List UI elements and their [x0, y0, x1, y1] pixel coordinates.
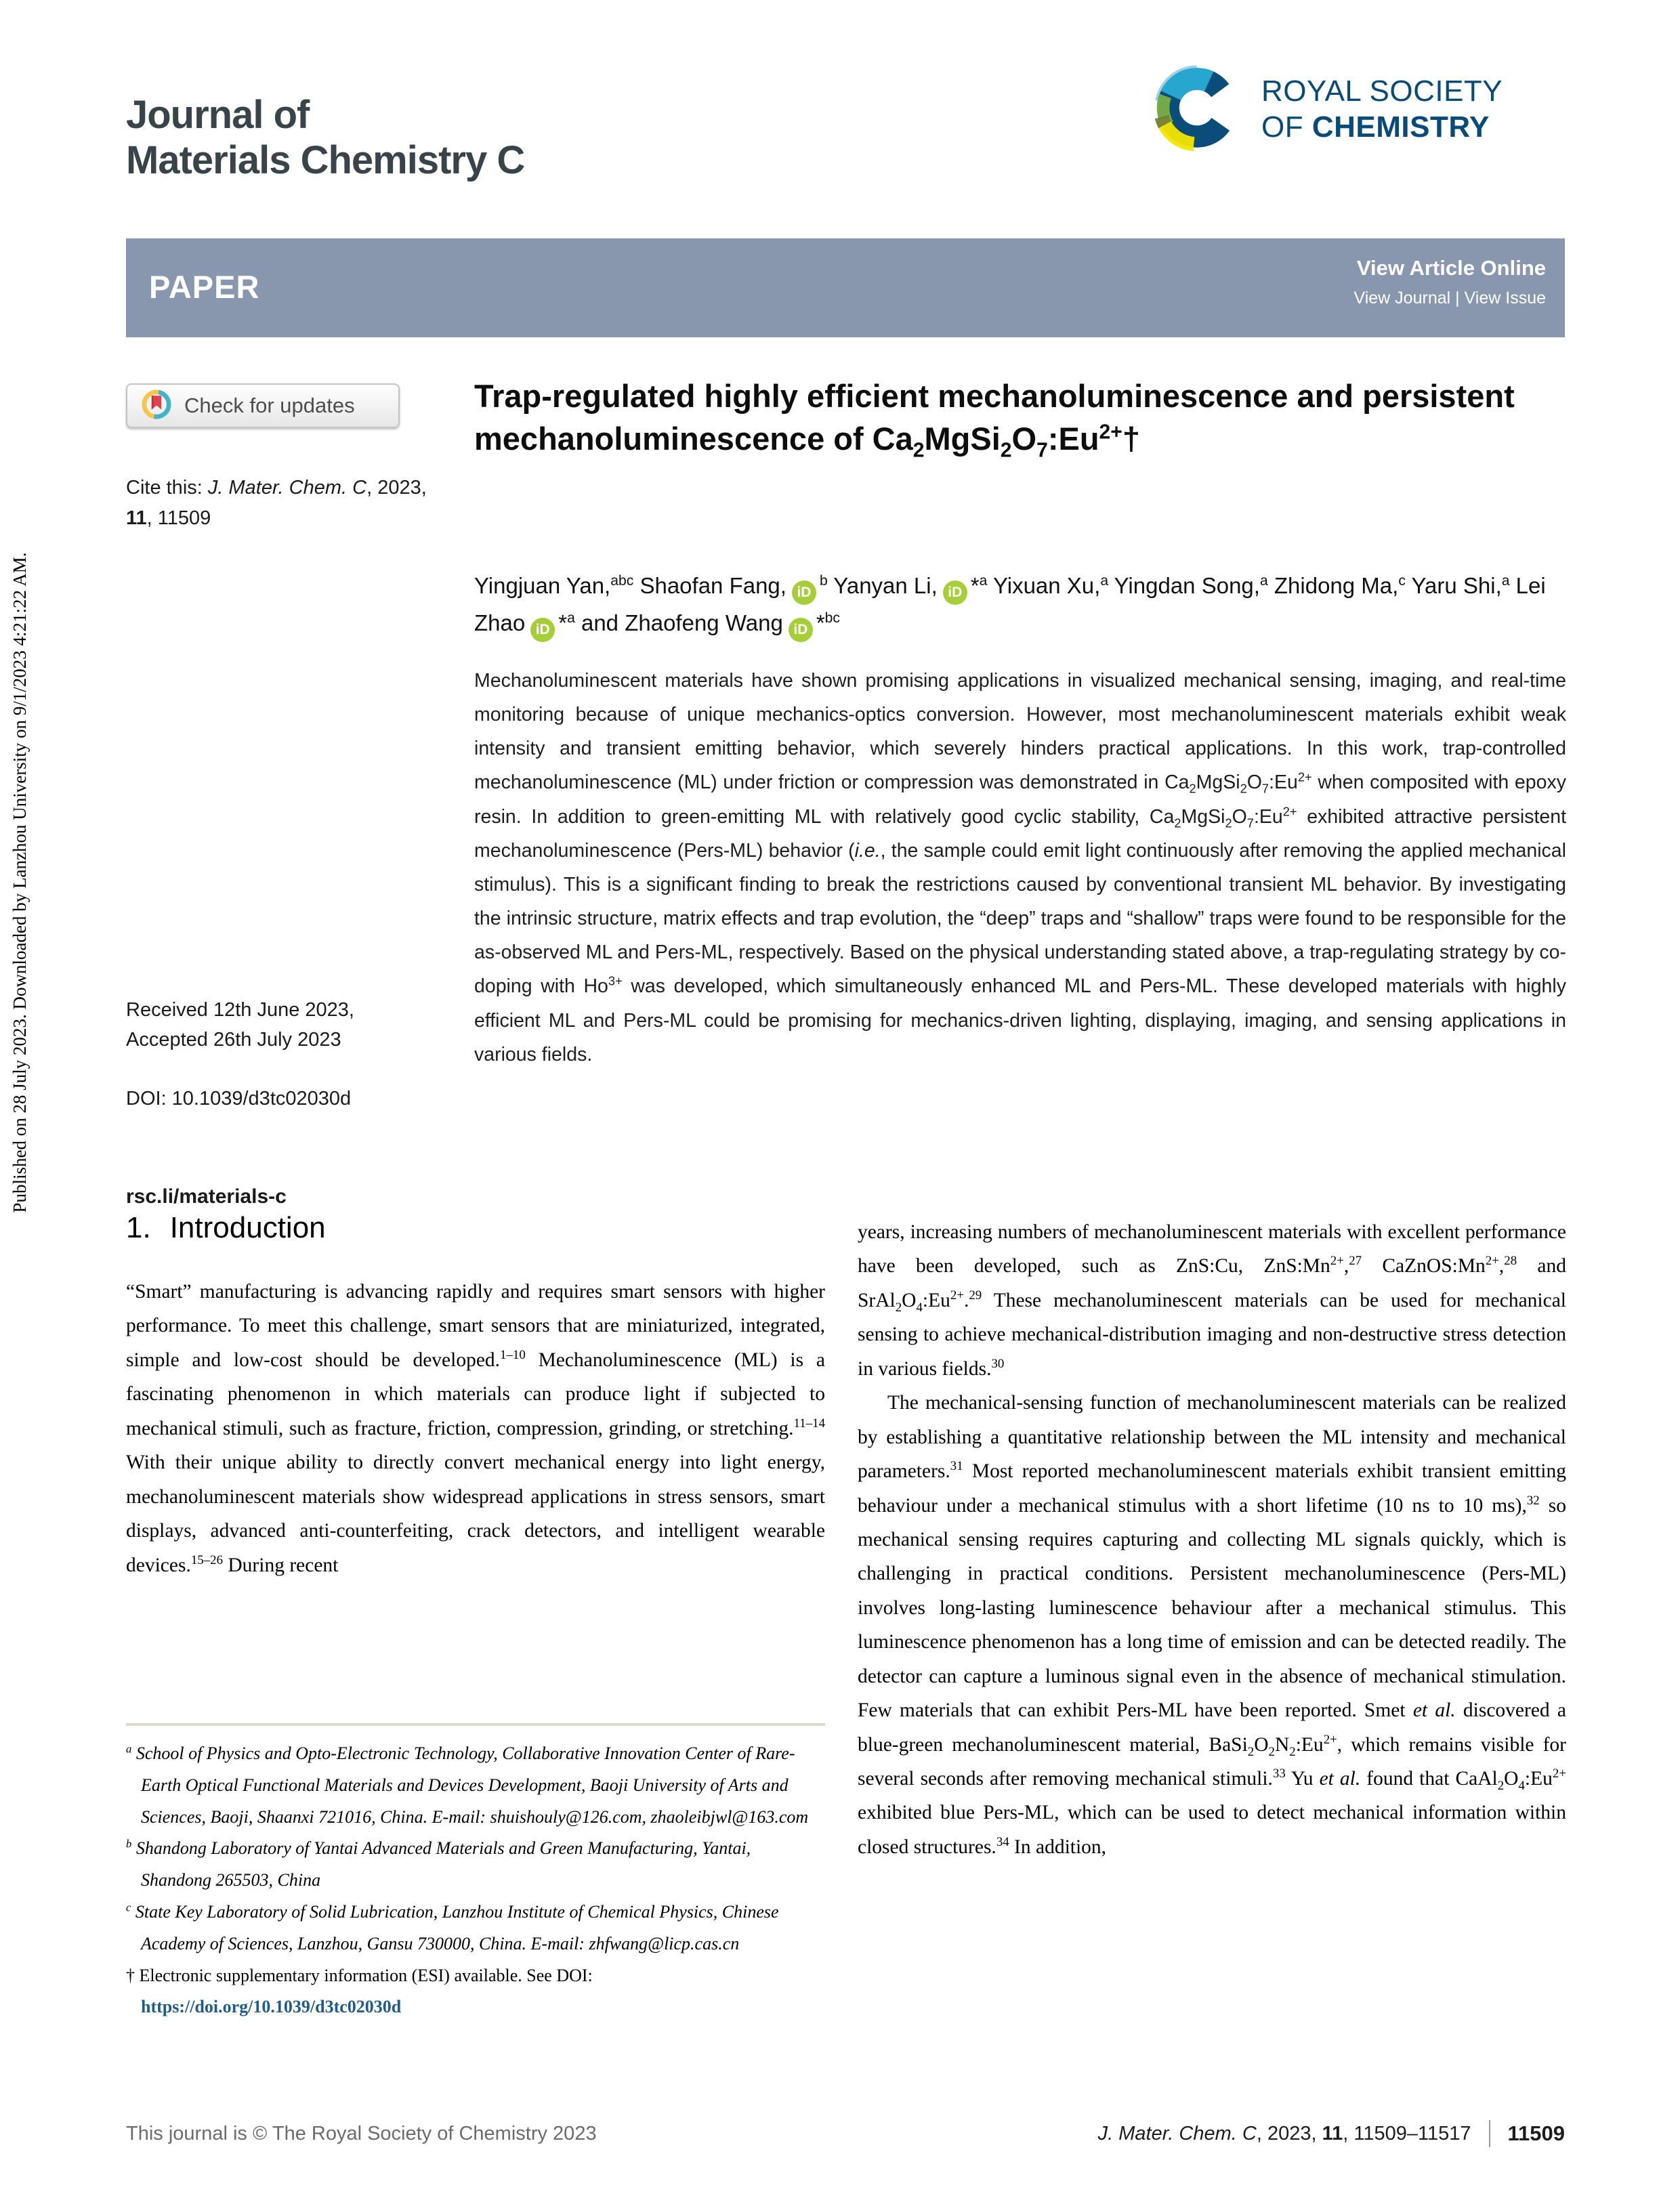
intro-paragraph-1: years, increasing numbers of mechanoluminescent materials with excellent performance have been developed, such as ZnS:Cu, $ZnS:Mn^{2+},^{27}$ $CaZnOS:Mn^{2+},^{28}$ and $SrAl_2O_4:Eu^{2+}.^{29}$ These mechanoluminescent materials can be used for mechanical sensing to achieve mechanical-distribution imaging and non-destructive stress detection in various fields.$^{30}$ — [858, 1221, 1566, 1380]
received-line: Received 12th June 2023, — [126, 999, 354, 1021]
abstract-text: Mechanoluminescent materials have shown promising applications in visualized mechanical sensing, imaging, and real-time monitoring because of unique mechanics-optics conversion. However, most mechanoluminescent materials exhibit weak intensity and transient emitting behavior, which severely hinders practical applications. In this work, trap-controlled mechanoluminescence (ML) under friction or compression was demonstrated in $Ca_2MgSi_2O_7:Eu^{2+}$ when composited with epoxy resin. In addition to green-emitting ML with relatively good cyclic stability, $Ca_2MgSi_2O_7:Eu^{2+}$ exhibited attractive persistent mechanoluminescence (Pers-ML) behavior (i.e., the sample could emit light continuously after removing the applied mechanical stimulus). This is a significant finding to break the restrictions caused by conventional transient ML behavior. By investigating the intrinsic structure, matrix effects and trap evolution, the “deep” traps and “shallow” traps were found to be responsible for the as-observed ML and Pers-ML, respectively. Based on the physical understanding stated above, a trap-regulating strategy by co-doping with $Ho^{3+}$ was developed, which simultaneously enhanced ML and Pers-ML. These developed materials with highly efficient ML and Pers-ML could be promising for mechanics-driven lighting, displaying, imaging, and sensing applications in various fields. — [474, 670, 1566, 1065]
history-dates — [126, 996, 450, 1055]
section-title: Introduction — [169, 1211, 326, 1244]
paper-banner — [126, 238, 1565, 337]
footer-citation: J. Mater. Chem. C, 2023, 11, 11509–11517 — [1097, 2122, 1471, 2144]
footer-page-number: 11509 — [1507, 2121, 1565, 2145]
journal-title — [126, 92, 524, 184]
footnote-affiliation-c: $^c$ State Key Laboratory of Solid Lubrication, Lanzhou Institute of Chemical Physics, Chinese Academy of Sciences, Lanzhou, Gansu 730000, China. E-mail: zhfwang@licp.cas.cn — [126, 1901, 779, 1953]
rsc-logo-text — [1261, 74, 1503, 146]
intro-column-left: “Smart” manufacturing is advancing rapidly and requires smart sensors with higher performance. To meet this challenge, smart sensors that are miniaturized, integrated, simple and low-cost should be developed.$^{1-10}$ Mechanoluminescence (ML) is a fascinating phenomenon in which materials can produce light if subjected to mechanical stimuli, such as fracture, friction, compression, grinding, or stretching.$^{11-14}$ With their unique ability to directly convert mechanical energy into light energy, mechanoluminescent materials show widespread applications in stress sensors, smart displays, advanced anti-counterfeiting, crack detectors, and intelligent wearable devices.$^{15-26}$ During recent — [126, 1281, 825, 1576]
orcid-icon[interactable]: iD — [792, 580, 816, 605]
journal-url-link[interactable]: rsc.li/materials-c — [126, 1185, 287, 1208]
authors-line: Yingjuan Yan,$^{abc}$ Shaofan Fang, $iD^b$ Yanyan Li, iD *$^a$ Yixuan Xu,$^a$ Yingdan Song,$^a$ Zhidong Ma,$^c$ Yaru Shi,$^a$ Lei Zhao iD *$^a$ and Zhaofeng Wang iD *$^{bc}$ — [474, 568, 1566, 642]
affiliation-footnotes — [126, 1738, 825, 2023]
footnote-affiliation-b: $^b$ Shandong Laboratory of Yantai Advanced Materials and Green Manufacturing, Yantai, Shandong 265503, China — [126, 1837, 751, 1890]
footnote-divider — [126, 1723, 825, 1726]
orcid-icon[interactable]: iD — [789, 618, 813, 642]
accepted-line: Accepted 26th July 2023 — [126, 1028, 341, 1051]
view-article-online-link[interactable]: View Article Online — [1356, 256, 1546, 280]
footer-copyright: This journal is © The Royal Society of Chemistry 2023 — [126, 2122, 597, 2144]
orcid-icon[interactable]: iD — [530, 618, 555, 642]
check-updates-label: Check for updates — [184, 394, 355, 417]
rsc-logo — [1146, 57, 1503, 162]
esi-doi-link[interactable]: https://doi.org/10.1039/d3tc02030d — [141, 1997, 402, 2017]
view-journal-issue-links[interactable]: View Journal | View Issue — [1353, 289, 1546, 308]
article-title: Trap-regulated highly efficient mechanoluminescence and persistent mechanoluminescence of $Ca_2MgSi_2O_7:Eu^{2+}\dagger$ — [474, 378, 1515, 461]
crossmark-icon — [141, 389, 172, 423]
rsc-logo-line1: ROYAL SOCIETY — [1261, 74, 1503, 108]
section-number: 1. — [126, 1211, 151, 1244]
footnote-esi: † Electronic supplementary information (ESI) available. See DOI: https://doi.org/10.1039/d3tc02030d — [126, 1965, 593, 2017]
check-updates-button[interactable] — [126, 383, 400, 428]
footnote-affiliation-a: $^a$ School of Physics and Opto-Electronic Technology, Collaborative Innovation Center of Rare-Earth Optical Functional Materials and Devices Development, Baoji University of Arts and Sciences, Baoji, Shaanxi 721016, China. E-mail: shuishouly@126.com, zhaoleibjwl@163.com — [126, 1742, 809, 1827]
intro-paragraph-2: The mechanical-sensing function of mechanoluminescent materials can be realized by establishing a quantitative relationship between the ML intensity and mechanical parameters.$^{31}$ Most reported mechanoluminescent materials exhibit transient emitting behaviour under a mechanical stimulus with a short lifetime (10 ns to 10 ms),$^{32}$ so mechanical sensing requires capturing and collecting ML signals quickly, which is challenging in practical conditions. Persistent mechanoluminescence (Pers-ML) involves long-lasting luminescence behaviour after a mechanical stimulus. This luminescence phenomenon has a long time of emission and can be detected readily. The detector can capture a luminous signal even in the absence of mechanical stimulation. Few materials that can exhibit Pers-ML have been reported. Smet et al. discovered a blue-green mechanoluminescent material, $BaSi_2O_2N_2:Eu^{2+}$, which remains visible for several seconds after removing mechanical stimuli.$^{33}$ Yu et al. found that $CaAl_2O_4:Eu^{2+}$ exhibited blue Pers-ML, which can be used to detect mechanical information within closed structures.$^{34}$ In addition, — [858, 1392, 1566, 1858]
paper-type-label: PAPER — [149, 269, 260, 305]
footer-divider — [1489, 2120, 1490, 2147]
doi-line: DOI: 10.1039/d3tc02030d — [126, 1088, 352, 1109]
journal-title-line2: Materials Chemistry C — [126, 138, 525, 183]
publication-stamp: Published on 28 July 2023. Downloaded by Lanzhou University on 9/1/2023 4:21:22 AM. — [9, 552, 30, 1213]
orcid-icon[interactable]: iD — [943, 580, 967, 605]
intro-column-right — [858, 1215, 1566, 1864]
section-heading-introduction — [126, 1211, 326, 1245]
rsc-logo-line2: OF CHEMISTRY — [1261, 110, 1490, 144]
rsc-c-icon — [1146, 57, 1248, 162]
cite-line: Cite this: J. Mater. Chem. C, 2023, 11, 11509 — [126, 477, 427, 529]
page-footer — [126, 2120, 1565, 2147]
journal-title-line1: Journal of — [126, 93, 310, 137]
